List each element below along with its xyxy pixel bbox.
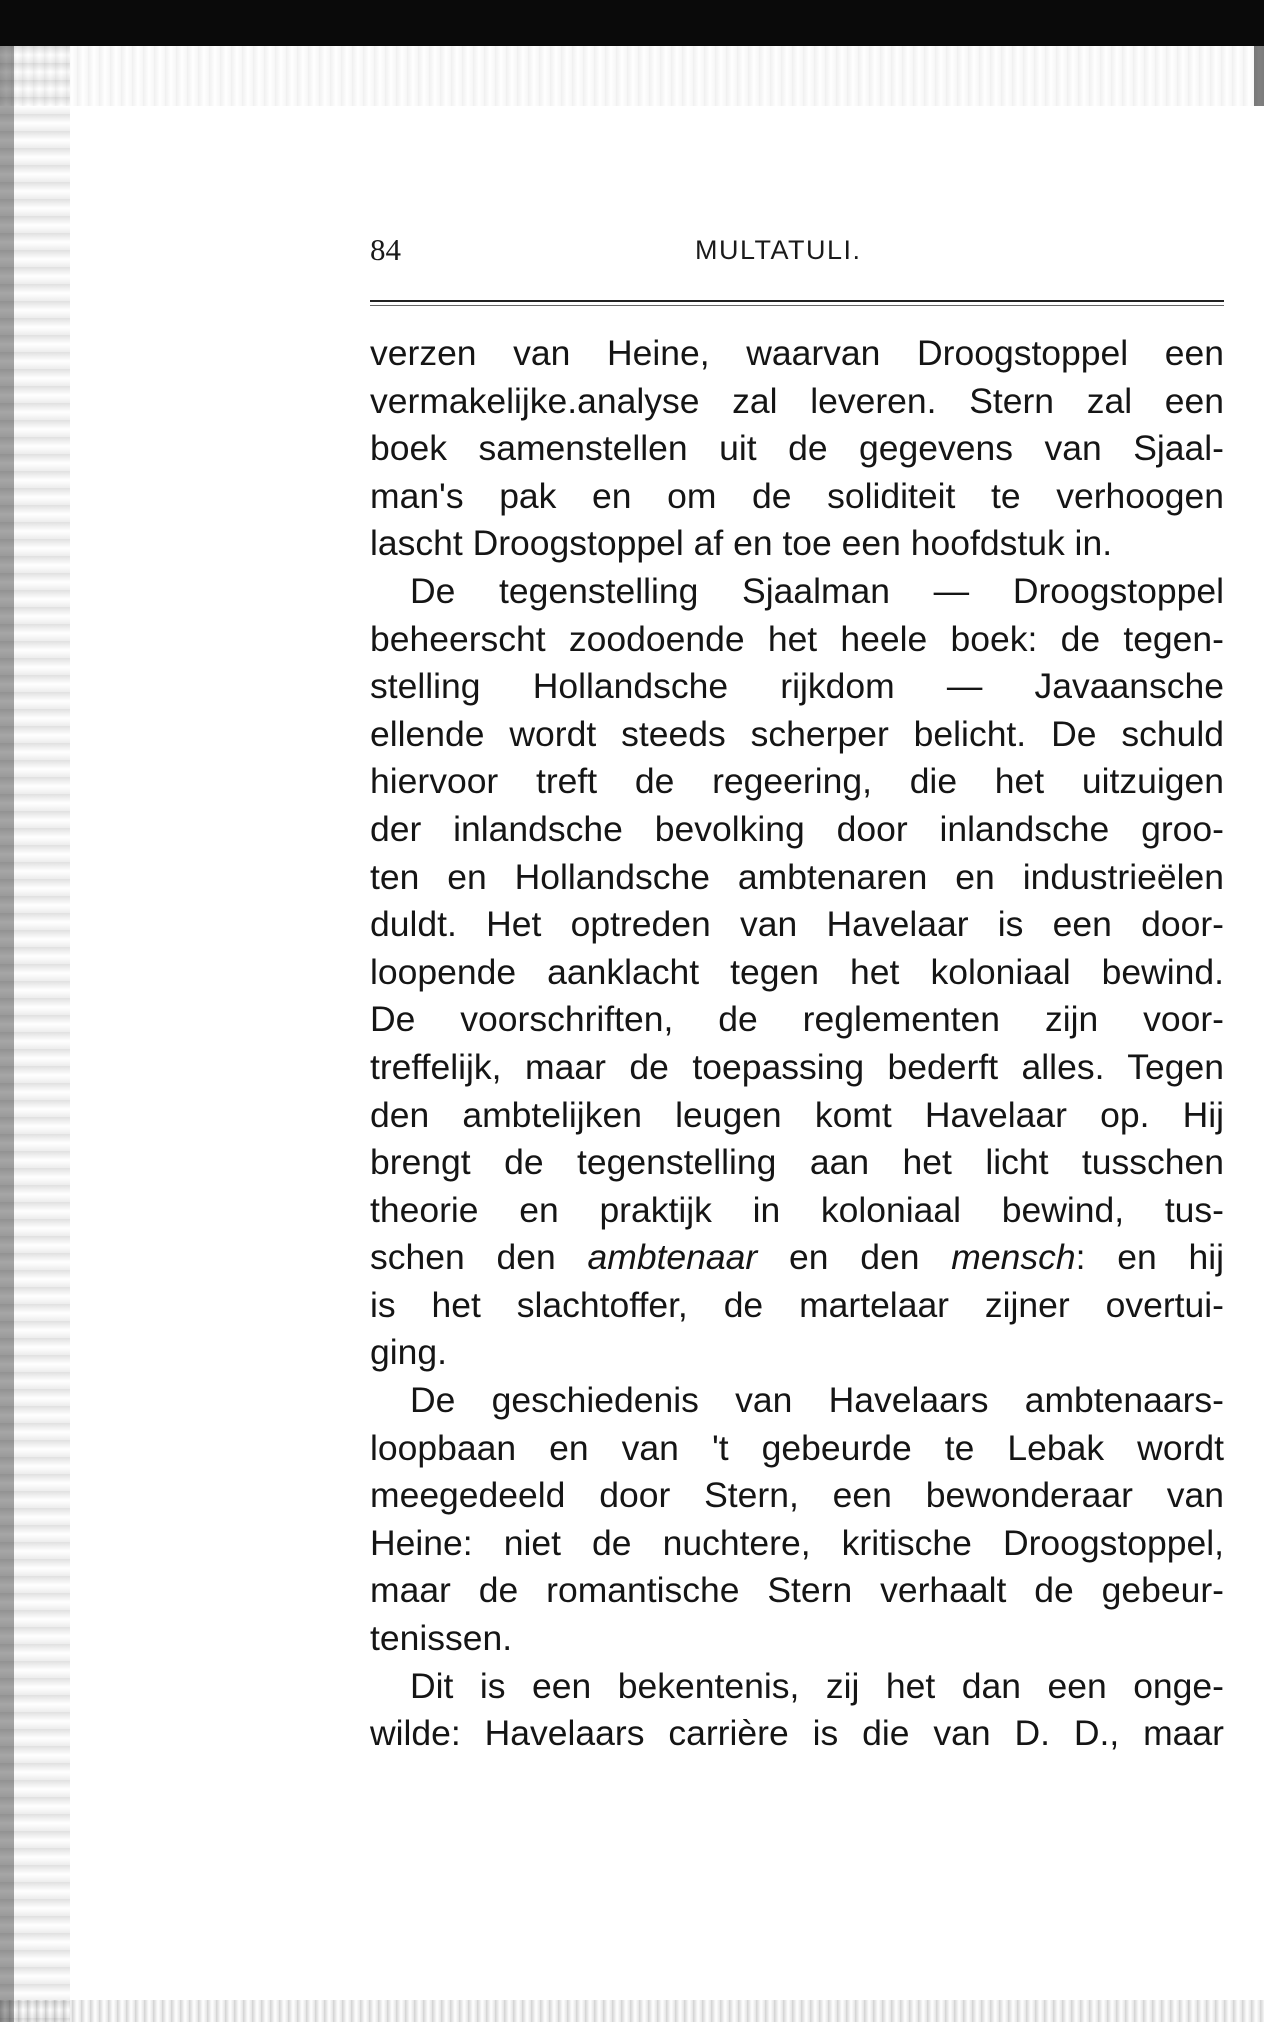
text-fragment: mensch xyxy=(951,1237,1076,1278)
scan-right-border xyxy=(1254,46,1264,106)
text-line: beheerscht zoodoende het heele boek: de tegen- xyxy=(370,618,1224,659)
text-line: De geschiedenis van Havelaars ambtenaars- xyxy=(410,1380,1224,1421)
text-fragment: ambtenaar xyxy=(587,1237,758,1278)
text-line: stelling Hollandsche rijkdom — Javaansche xyxy=(370,666,1224,707)
text-line: De voorschriften, de reglementen zijn voor- xyxy=(370,999,1224,1040)
text-fragment: : en hij xyxy=(1075,1237,1225,1278)
text-line: ten en Hollandsche ambtenaren en industrieëlen xyxy=(370,856,1224,897)
text-line xyxy=(370,1234,1224,1282)
text-line: maar de romantische Stern verhaalt de gebeur- xyxy=(370,1570,1224,1611)
text-line: is het slachtoffer, de martelaar zijner overtui- xyxy=(370,1284,1224,1325)
text-line: lascht Droogstoppel af en toe een hoofdstuk in. xyxy=(370,523,1113,564)
header-rule xyxy=(370,300,1224,306)
text-line: ging. xyxy=(370,1332,447,1373)
text-line: Heine: niet de nuchtere, kritische Droogstoppel, xyxy=(370,1522,1224,1563)
running-title: MULTATULI. xyxy=(695,235,862,265)
text-line: treffelijk, maar de toepassing bederft alles. Tegen xyxy=(370,1046,1224,1087)
text-line: den ambtelijken leugen komt Havelaar op. Hij xyxy=(370,1094,1224,1135)
text-line: man's pak en om de soliditeit te verhoogen xyxy=(370,475,1224,516)
text-line: theorie en praktijk in koloniaal bewind, tus- xyxy=(370,1189,1224,1230)
text-line: Dit is een bekentenis, zij het dan een onge- xyxy=(410,1665,1224,1706)
text-line: wilde: Havelaars carrière is die van D. D., maar xyxy=(370,1713,1224,1754)
text-line: tenissen. xyxy=(370,1618,513,1659)
scan-top-noise xyxy=(0,46,1264,106)
page-header xyxy=(370,232,1224,280)
text-line: duldt. Het optreden van Havelaar is een door- xyxy=(370,904,1224,945)
text-fragment: en den xyxy=(757,1237,952,1278)
text-line: brengt de tegenstelling aan het licht tusschen xyxy=(370,1142,1224,1183)
scan-bottom-noise xyxy=(0,2000,1264,2022)
body-text xyxy=(370,330,1224,1758)
text-line: verzen van Heine, waarvan Droogstoppel een xyxy=(370,333,1224,373)
text-line: meegedeeld door Stern, een bewonderaar van xyxy=(370,1475,1224,1516)
page-number: 84 xyxy=(370,232,401,267)
text-line: der inlandsche bevolking door inlandsche groo- xyxy=(370,808,1224,849)
text-line: De tegenstelling Sjaalman — Droogstoppel xyxy=(410,570,1224,611)
scan-top-border xyxy=(0,0,1264,46)
text-line: vermakelijke.analyse zal leveren. Stern zal een xyxy=(370,380,1224,421)
text-line: loopbaan en van 't gebeurde te Lebak wordt xyxy=(370,1427,1224,1468)
text-line: ellende wordt steeds scherper belicht. De schuld xyxy=(370,713,1224,754)
text-line: hiervoor treft de regeering, die het uitzuigen xyxy=(370,761,1224,802)
text-line: boek samenstellen uit de gegevens van Sjaal- xyxy=(370,428,1224,469)
scan-left-border xyxy=(0,46,14,2022)
text-line: loopende aanklacht tegen het koloniaal bewind. xyxy=(370,951,1224,992)
text-fragment: schen den xyxy=(370,1237,588,1278)
